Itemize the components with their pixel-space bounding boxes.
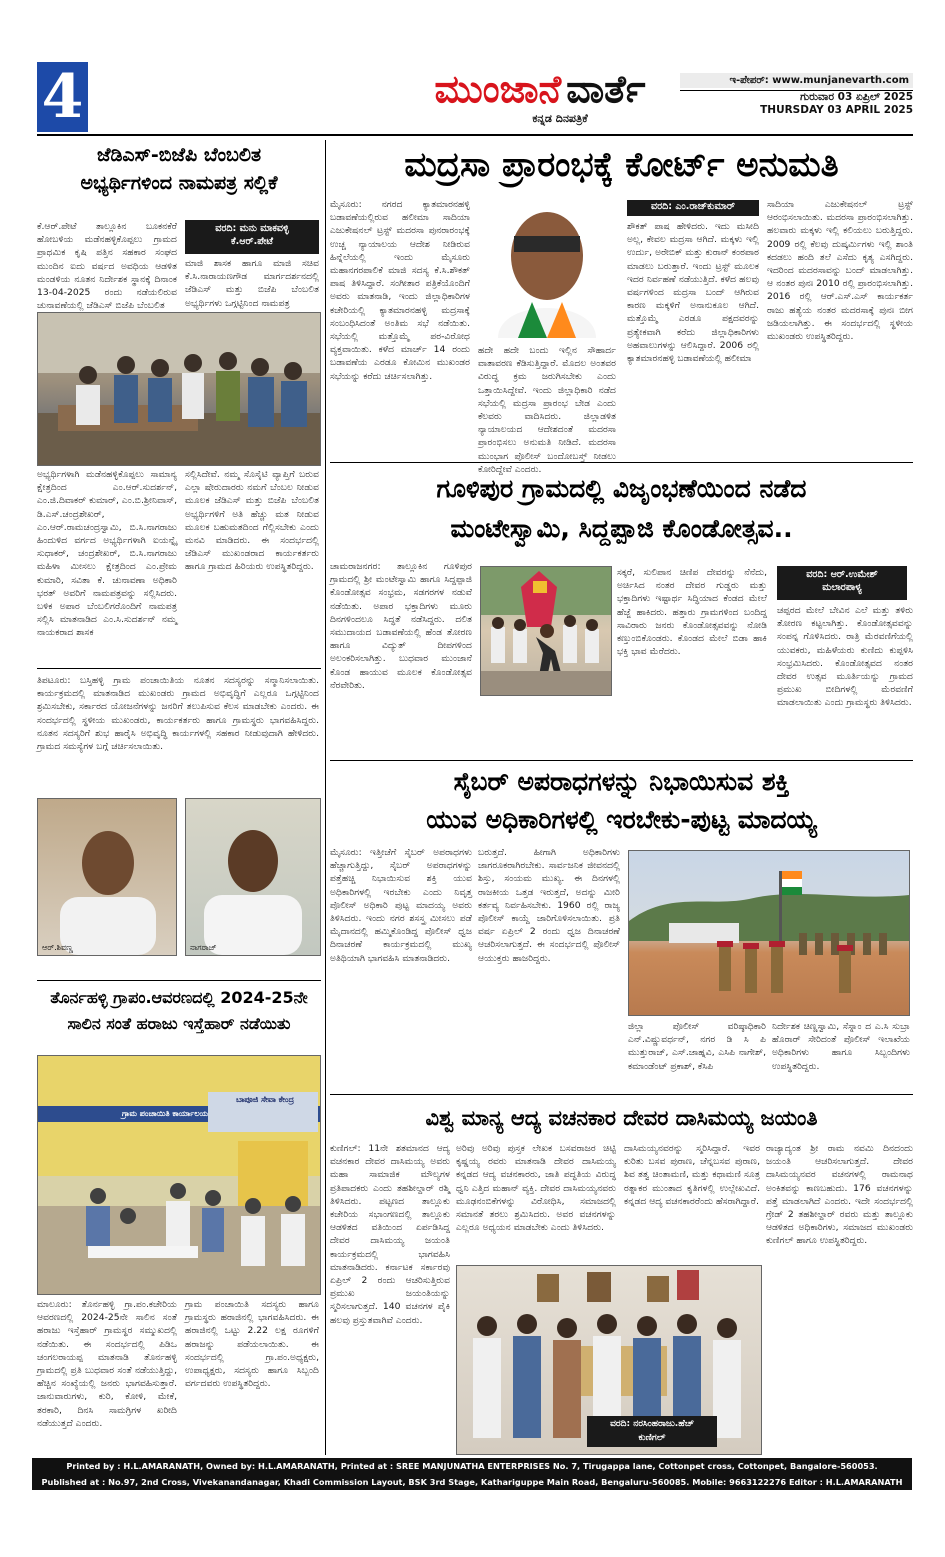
article7-byline-line2: ಕುಣಿಗಲ್	[638, 1433, 666, 1443]
column-divider	[325, 140, 326, 1455]
group-people-photo	[38, 313, 320, 465]
portrait-right	[186, 799, 320, 955]
article4-col3: ಶೌಕತ್ ಪಾಷ ಹೇಳಿದರು. ಇದು ಮಸೀದಿ ಅಲ್ಲ, ಕೇವಲ ಮದ್ರಸಾ ಆಗಿದೆ. ಮಕ್ಕಳು ಇಲ್ಲಿ ಉರ್ದು, ಅರೇಬಿಕ್ ಮತ್ತು ಕುರಾನ್ ಕಂಠಪಾಠ ಮಾಡಲು ಬರುತ್ತಾರೆ. ಇಂದು ಟ್ರಸ್ಟ್ ಮೂಲಕ ಇದರ ನಿರ್ವಹಣೆ ನಡೆಯುತ್ತಿದೆ. ಕಳೆದ ಹಲವು ವರ್ಷಗಳಿಂದ ಮದ್ರಸಾ ಬಂದ್ ಆಗಿರುವ ಕಾರಣ ಮಕ್ಕಳಿಗೆ ಅನಾನುಕೂಲ ಆಗಿದೆ. ಮತ್ತೊಮ್ಮೆ ಎರಡೂ ಪಕ್ಷದವರನ್ನು ಪ್ರತ್ಯೇಕವಾಗಿ ಕರೆದು ಜಿಲ್ಲಾಧಿಕಾರಿಗಳು ಅಹವಾಲುಗಳನ್ನು ಆಲಿಸಿದ್ದಾರೆ. 2006 ರಲ್ಲಿ ಕ್ಯಾತಮಾರನಹಳ್ಳಿ ಬಡಾವಣೆಯಲ್ಲಿ ಹಲೀಮಾ	[627, 221, 759, 365]
article4-col2: ಹದೇ ಹದೇ ಬಂದು ಇಲ್ಲಿನ ಸೌಹಾರ್ದ ವಾತಾವರಣ ಕೆಡಿಸುತ್ತಿದ್ದಾರೆ. ಮೊದಲ ಅಂತವರ ವಿರುದ್ಧ ಕ್ರಮ ಜರುಗಿಸಬೇಕು ಎಂದು ಒತ್ತಾಯಿಸಿದ್ದೇವೆ. ಇಂದು ಜಿಲ್ಲಾಧಿಕಾರಿ ನಡೆದ ಸಭೆಯಲ್ಲಿ ಮದ್ರಸಾ ಪ್ರಾರಂಭ ಬೇಡ ಎಂದು ಕೆಲವರು ವಾದಿಸಿದರು. ಜಿಲ್ಲಾಡಳಿತ ನ್ಯಾಯಾಲಯದ ಆದೇಶದಂತೆ ಮದರಸಾ ಪ್ರಾರಂಭಿಸಲು ಅನುಮತಿ ನೀಡಿದೆ. ಮದರಸಾ ಮುಂಭಾಗ ಪೊಲೀಸ್ ಬಂದೋಬಸ್ತ್ ನೀಡಲು ಕೋರಿದ್ದೇವೆ ಎಂದರು.	[478, 345, 616, 475]
tagline: ಕನ್ನಡ ದಿನಪತ್ರಿಕೆ	[532, 112, 588, 125]
article1-bottom-rule	[37, 668, 321, 669]
page-number: 4	[41, 62, 84, 132]
article2-caption-left: ಆರ್.ಶಿವಣ್ಣ	[42, 943, 73, 952]
article5-byline-line2: ಮಲಾರಪಾಳ್ಯ	[822, 582, 862, 593]
article7-byline	[587, 1416, 717, 1447]
article5-photo	[480, 566, 612, 696]
article5-bottom-rule	[330, 760, 913, 761]
police-parade-photo	[629, 851, 909, 1015]
article3-office-sign2: ಬಾಪೂಜಿ ಸೇವಾ ಕೇಂದ್ರ	[236, 1095, 294, 1104]
article6-headline-line1: ಸೈಬರ್ ಅಪರಾಧಗಳನ್ನು ನಿಭಾಯಿಸುವ ಶಕ್ತಿ	[453, 767, 790, 796]
article4-col4: ಸಾದಿಯಾ ಎಜುಕೇಷನಲ್ ಟ್ರಸ್ಟ್ ಆರಂಭಿಸಲಾಯಿತು. ಮದರಸಾ ಪ್ರಾರಂಭಿಸಲಾಗಿತ್ತು. ಹಲವಾರು ಮಕ್ಕಳು ಇಲ್ಲಿ ಕಲಿಯಲು ಬರುತ್ತಿದ್ದರು. 2009 ರಲ್ಲಿ ಕೆಲವು ದುಷ್ಕರ್ಮಿಗಳು ಇಲ್ಲಿ ಶಾಂತಿ ಕದಡಲು ಹಂದಿ ತಲೆ ಎಸೆದು ಕೃತ್ಯ ಎಸಗಿದ್ದರು. ಇದರಿಂದ ಮದರಸಾವನ್ನು ಬಂದ್ ಮಾಡಲಾಗಿತ್ತು. ಆ ನಂತರ ಪುನಃ 2010 ರಲ್ಲಿ ಪ್ರಾರಂಭಿಸಲಾಗಿತ್ತು. 2016 ರಲ್ಲಿ ಆರ್.ಎಸ್.ಎಸ್ ಕಾರ್ಯಕರ್ತ ರಾಜು ಹತ್ಯೆಯ ನಂತರ ಮದರಸಾಕ್ಕೆ ಪುನಃ ಬೀಗ ಜಡಿಯಲಾಗಿತ್ತು. ಈ ಸಂದರ್ಭದಲ್ಲಿ ಸ್ಥಳೀಯ ಮುಖಂಡರು ಉಪಸ್ಥಿತರಿದ್ದರು.	[767, 199, 913, 343]
article4-photo	[478, 198, 616, 338]
article4-col1: ಮೈಸೂರು: ನಗರದ ಕ್ಯಾತಮಾರನಹಳ್ಳಿ ಬಡಾವಣೆಯಲ್ಲಿರುವ ಹಲೀಮಾ ಸಾದಿಯಾ ಎಜುಕೇಷನಲ್ ಟ್ರಸ್ಟ್ ಮದರಸಾ ಪುನರಾರಂಭಕ್ಕೆ ಉಚ್ಚ ನ್ಯಾಯಾಲಯ ಆದೇಶ ನೀಡಿರುವ ಹಿನ್ನೆಲೆಯಲ್ಲಿ ಇಂದು ಮೈಸೂರು ಮಹಾನಗರಪಾಲಿಕೆ ಮಾಜಿ ಸದಸ್ಯ ಕೆ.ಸಿ.ಶೌಕತ್ ಪಾಷ ತಿಳಿಸಿದ್ದಾರೆ. ಸಂಗೀತಾರ ಪತ್ರಿಕೆಯೊಂದಿಗೆ ಅವರು ಮಾತನಾಡಿ, ಇಂದು ಜಿಲ್ಲಾಧಿಕಾರಿಗಳ ಕಚೇರಿಯಲ್ಲಿ ಕ್ಯಾತಮಾರನಹಳ್ಳಿ ಮದ್ರಸಾಕ್ಕೆ ಸಂಬಂಧಿಸಿದಂತೆ ಅಂತಿಮ ಸಭೆ ನಡೆಯಿತು. ಸಭೆಯಲ್ಲಿ ಮತ್ತೊಮ್ಮೆ ಪರ-ವಿರೋಧ ವ್ಯಕ್ತವಾಯಿತು. ಕಳೆದ ಮಾರ್ಚ್ 14 ರಂದು ಬಡಾವಣೆಯ ಎರಡೂ ಕೋಮಿನ ಮುಖಂಡರ ಸಭೆಯನ್ನು ಕರೆದು ಚರ್ಚಿಸಲಾಗಿತ್ತು.	[330, 199, 470, 382]
logo-part2: ವಾರ್ತೆ	[566, 67, 646, 111]
article3-photo	[37, 1055, 321, 1295]
article5-col2: ಸಕ್ಕರೆ, ಸುಲಿಪಾನ ಚಿಣಿಪ ದೇವರನ್ನು ನೆನೆದು, ಅರ್ಚಿಸಿದ ನಂತರ ದೇವರ ಗುಡ್ಡರು ಮತ್ತು ಭಕ್ತಾದಿಗಳು ಇಷ್ಟಾರ್ಥ ಸಿದ್ಧಿಯಾದ ಕೆಂಡದ ಮೇಲೆ ಹೆಜ್ಜೆ ಹಾಕಿದರು. ಹತ್ತಾರು ಗ್ರಾಮಗಳಿಂದ ಬಂದಿದ್ದ ಸಾವಿರಾರು ಜನರು ಕೊಂಡೋತ್ಸವವನ್ನು ನೋಡಿ ಕಣ್ತುಂಬಿಕೊಂಡರು. ಕೊಂಡದ ಮೇಲೆ ಬಿಡಾ ಹಾಕಿ ಭಕ್ತಿ ಭಾವ ಮೆರೆದರು.	[617, 567, 767, 658]
article7-headline: ವಿಶ್ವ ಮಾನ್ಯ ಆದ್ಯ ವಚನಕಾರ ದೇವರ ದಾಸಿಮಯ್ಯ ಜಯಂತಿ	[425, 1106, 818, 1130]
article5-byline-line1: ವರದಿ: ಆರ್.ಉಮೇಶ್	[806, 569, 878, 580]
festival-procession-photo	[481, 567, 611, 695]
article2-caption-right: ನಾಗರಾಜ್	[190, 943, 217, 952]
article3-headline-line2: ಸಾಲಿನ ಸಂತೆ ಹರಾಜು ಇಸ್ತೆಹಾರ್ ನಡೆಯಿತು	[67, 1014, 291, 1033]
portrait-left	[38, 799, 176, 955]
article5-headline-line1: ಗೂಳಿಪುರ ಗ್ರಾಮದಲ್ಲಿ ವಿಜೃಂಭಣೆಯಿಂದ ನಡೆದ	[436, 474, 807, 503]
article1-lead-text: ಕೆ.ಆರ್.ಪೇಟೆ ತಾಲ್ಲೂಕಿನ ಬೂಕನಕೆರೆ ಹೋಬಳಿಯ ಮಡೆನಹಳ್ಳಿಕೊಪ್ಪಲು ಗ್ರಾಮದ ಪ್ರಾಥಮಿಕ ಕೃಷಿ ಪತ್ತಿನ ಸಹಕಾರ ಸಂಘದ ಮುಂದಿನ ಐದು ವರ್ಷದ ಅವಧಿಯ ಆಡಳಿತ ಮಂಡಳಿಯ ನೂತನ ನಿರ್ದೇಶಕ ಸ್ಥಾನಕ್ಕೆ ದಿನಾಂಕ 13-04-2025 ರಂದು ನಡೆಯಲಿರುವ ಚುನಾವಣೆಯಲ್ಲಿ ಜೆಡಿಎಸ್ ಬಿಜೆಪಿ ಬೆಂಬಲಿತ	[37, 221, 177, 312]
article7-col4: ರಾಜ್ಯಾದ್ಯಂತ ಶ್ರೀ ರಾಮ ನವಮಿ ದಿನದಂದು ಜಯಂತಿ ಆಚರಿಸಲಾಗುತ್ತದೆ. ದೇವರ ದಾಸಿಮಯ್ಯನವರ ವಚನಗಳಲ್ಲಿ ರಾಮನಾಥ ಅಂಕಿತವನ್ನು ಕಾಣಬಹುದು. 176 ವಚನಗಳನ್ನು ಪತ್ತೆ ಮಾಡಲಾಗಿದೆ ಎಂದರು. ಇದೇ ಸಂದರ್ಭದಲ್ಲಿ ಗ್ರೇಡ್ 2 ತಹಶೀಲ್ದಾರ್ ರವರು ಮತ್ತು ತಾಲ್ಲೂಕು ಆಡಳಿತದ ಅಧಿಕಾರಿಗಳು, ಸಮಾಜದ ಮುಖಂಡರು ಕುಣಿಗಲ್ ಹಾಗೂ ಉಪಸ್ಥಿತರಿದ್ದರು.	[766, 1143, 913, 1247]
article1-headline-line1: ಜೆಡಿಎಸ್-ಬಿಜೆಪಿ ಬೆಂಬಲಿತ	[96, 144, 262, 166]
article3-office-sign: ಗ್ರಾಮ ಪಂಚಾಯಿತಿ ಕಾರ್ಯಾಲಯ	[121, 1109, 209, 1118]
logo-part1: ಮುಂಜಾನೆ	[434, 67, 562, 111]
article7-col3: ದಾಸಿಮಯ್ಯನವರನ್ನು ಸ್ಮರಿಸಿದ್ದಾರೆ. ಇವರ ಕುರಿತು ಬಸವ ಪುರಾಣ, ಚೆನ್ನಬಸವ ಪುರಾಣ, ಶಿವ ತತ್ವ ಚಿಂತಾಮಣಿ, ಮತ್ತು ಕಥಾಮಣಿ ಸೂತ್ರ ರತ್ನಾಕರ ಮುಂತಾದ ಕೃತಿಗಳಲ್ಲಿ ಉಲ್ಲೇಖವಿದೆ. ಕನ್ನಡದ ಆದ್ಯ ವಚನಕಾರರೆಂದು ಹೆಸರಾಗಿದ್ದಾರೆ.	[624, 1143, 760, 1207]
article5-byline	[777, 566, 907, 600]
article3-body-left: ಮಾಲೂರು: ತೊರ್ನಹಳ್ಳಿ ಗ್ರಾ.ಪಂ.ಕಚೇರಿಯ ಆವರಣದಲ್ಲಿ 2024-25ನೇ ಸಾಲಿನ ಸಂತೆ ಹರಾಜು ಇಸ್ತೆಹಾರ್ ಗ್ರಾಮಸ್ಥರ ಸಮ್ಮುಖದಲ್ಲಿ ನಡೆಯಿತು. ಈ ಸಂದರ್ಭದಲ್ಲಿ ಪಿಡಿಒ ಚಂಗಲರಾಯಪ್ಪ ಮಾತನಾಡಿ ತೊರ್ನಹಳ್ಳಿ ಗ್ರಾಮದಲ್ಲಿ ಪ್ರತಿ ಬುಧವಾರ ಸಂತೆ ನಡೆಯುತ್ತಿದ್ದು, ಹೆಚ್ಚಿನ ಸಂಖ್ಯೆಯಲ್ಲಿ ಜನರು ಭಾಗವಹಿಸುತ್ತಾರೆ. ಜಾನುವಾರುಗಳು, ಕುರಿ, ಕೋಳಿ, ಮೇಕೆ, ತರಕಾರಿ, ದಿನಸಿ ಸಾಮಗ್ರಿಗಳ ಖರೀದಿ ನಡೆಯುತ್ತದೆ ಎಂದರು.	[37, 1299, 177, 1429]
article4-headline: ಮದ್ರಸಾ ಪ್ರಾರಂಭಕ್ಕೆ ಕೋರ್ಟ್ ಅನುಮತಿ	[404, 145, 839, 185]
article5-col3: ಚಪ್ಪರದ ಮೇಲೆ ಬೇವಿನ ಎಲೆ ಮತ್ತು ತಳಿರು ತೋರಣ ಕಟ್ಟಲಾಗಿತ್ತು. ಕೊಂಡೋತ್ಸವವನ್ನು ಸಂಪನ್ನ ಗೊಳಿಸಿದರು. ರಾತ್ರಿ ಮೆರವಣಿಗೆಯಲ್ಲಿ ಯುವಕರು, ಮಹಿಳೆಯರು ಕುಣಿದು ಕುಪ್ಪಳಿಸಿ ಸಂಭ್ರಮಿಸಿದರು. ಕೊಂಡೋತ್ಸವದ ನಂತರ ದೇವರ ಉತ್ಸವ ಮೂರ್ತಿಯನ್ನು ಗ್ರಾಮದ ಪ್ರಮುಖ ಬೀದಿಗಳಲ್ಲಿ ಮೆರವಣಿಗೆ ಮಾಡಲಾಯಿತು ಎಂದು ಗ್ರಾಮಸ್ಥರು ತಿಳಿಸಿದರು.	[777, 605, 913, 709]
article6-col4: ನಿರ್ದೇಶಕ ಚಿಣ್ಣಸ್ವಾಮಿ, ಸೆಸ್ನಾಂ ದ ಎ.ಸಿ ಸುಬ್ರಾ ಹೊರಾರ್ ಸೇರಿದಂತೆ ಪೊಲೀಸ್ ಇಲಾಖೆಯ ಅಧಿಕಾರಿಗಳು ಹಾಗೂ ಸಿಬ್ಬಂದಿಗಳು ಉಪಸ್ಥಿತರಿದ್ದರು.	[772, 1021, 910, 1072]
article3-body-right: ಗ್ರಾಮ ಪಂಚಾಯಿತಿ ಸದಸ್ಯರು ಹಾಗೂ ಗ್ರಾಮಸ್ಥರು ಹರಾಜಿನಲ್ಲಿ ಭಾಗವಹಿಸಿದರು. ಈ ಹರಾಜಿನಲ್ಲಿ ಒಟ್ಟು 2.22 ಲಕ್ಷ ರೂಗಳಿಗೆ ಹರಾಜನ್ನು ಪಡೆಯಲಾಯಿತು. ಈ ಸಂದರ್ಭದಲ್ಲಿ ಗ್ರಾ.ಪಂ.ಅಧ್ಯಕ್ಷರು, ಉಪಾಧ್ಯಕ್ಷರು, ಸದಸ್ಯರು ಹಾಗೂ ಸಿಬ್ಬಂದಿ ವರ್ಗದವರು ಉಪಸ್ಥಿತರಿದ್ದರು.	[185, 1299, 319, 1390]
article1-photo	[37, 312, 321, 466]
date-kannada: ಗುರುವಾರ 03 ಏಪ್ರಿಲ್ 2025	[800, 91, 913, 103]
article1-body-right: ಸಲ್ಲಿಸಿದೇವೆ. ನಮ್ಮ ಸೊಸೈಟಿ ವ್ಯಾಪ್ತಿಗೆ ಬರುವ ಎಲ್ಲಾ ಷೇರುದಾರರು ನಮಗೆ ಬೆಂಬಲ ನೀಡುವ ಮೂಲಕ ಜೆಡಿಎಸ್ ಮತ್ತು ಬಿಜೆಪಿ ಬೆಂಬಲಿತ ಅಭ್ಯರ್ಥಿಗಳಿಗೆ ಅತಿ ಹೆಚ್ಚು ಮತ ನೀಡುವ ಮೂಲಕ ಬಹುಮತದಿಂದ ಗೆಲ್ಲಿಸಬೇಕು ಎಂದು ಮನವಿ ಮಾಡಿದರು. ಈ ಸಂದರ್ಭದಲ್ಲಿ ಜೆಡಿಎಸ್ ಮುಖಂಡರಾದ ಕಾರ್ಯಕರ್ತರು ಹಾಗೂ ಗ್ರಾಮದ ಹಿರಿಯರು ಉಪಸ್ಥಿತರಿದ್ದರು.	[185, 469, 319, 573]
article3-headline-line1: ತೊರ್ನಹಳ್ಳಿ ಗ್ರಾಪಂ.ಆವರಣದಲ್ಲಿ 2024-25ನೇ	[50, 988, 308, 1007]
article4-byline: ವರದಿ: ಎಂ.ರಾಜ್‌ಕುಮಾರ್	[627, 200, 759, 216]
masthead-bottom-rule	[37, 134, 913, 136]
article6-photo	[628, 850, 910, 1016]
article6-col2: ಬರುತ್ತದೆ. ಹೀಗಾಗಿ ಅಧಿಕಾರಿಗಳು ಜಾಗರೂಕರಾಗಿರಬೇಕು. ಸಾರ್ವಜನಿಕ ಜೀವನದಲ್ಲಿ ಶಿಸ್ತು, ಸಂಯಮ ಮುಖ್ಯ. ಈ ದಿನಗಳಲ್ಲಿ ರಾಜಕೀಯ ಒತ್ತಡ ಇರುತ್ತದೆ, ಅದನ್ನು ಮೀರಿ ಕರ್ತವ್ಯ ನಿರ್ವಹಿಸಬೇಕು. 1960 ರಲ್ಲಿ ರಾಜ್ಯ ಪೊಲೀಸ್ ಕಾಯ್ದೆ ಜಾರಿಗೊಳಿಸಲಾಯಿತು. ಪ್ರತಿ ವರ್ಷ ಏಪ್ರಿಲ್ 2 ರಂದು ಧ್ವಜ ದಿನಾಚರಣೆ ಆಚರಿಸಲಾಗುತ್ತದೆ. ಈ ಸಂದರ್ಭದಲ್ಲಿ ಪೊಲೀಸ್ ಆಯುಕ್ತರು ಹಾಜರಿದ್ದರು.	[478, 847, 620, 964]
article6-col1: ಮೈಸೂರು: ಇತ್ತೀಚೆಗೆ ಸೈಬರ್ ಅಪರಾಧಗಳು ಹೆಚ್ಚಾಗುತ್ತಿದ್ದು, ಸೈಬರ್ ಅಪರಾಧಗಳನ್ನು ಪತ್ತೆಹಚ್ಚಿ ನಿಭಾಯಿಸುವ ಶಕ್ತಿ ಯುವ ಅಧಿಕಾರಿಗಳಲ್ಲಿ ಇರಬೇಕು ಎಂದು ನಿವೃತ್ತ ಪೊಲೀಸ್ ಅಧಿಕಾರಿ ಪುಟ್ಟ ಮಾದಯ್ಯ ಅವರು ತಿಳಿಸಿದರು. ಇಂದು ನಗರ ಶಸಸ್ತ್ರ ಮೀಸಲು ಪಡೆ ಮೈದಾನದಲ್ಲಿ ಹಮ್ಮಿಕೊಂಡಿದ್ದ ಪೊಲೀಸ್ ಧ್ವಜ ದಿನಾಚರಣೆ ಕಾರ್ಯಕ್ರಮದಲ್ಲಿ ಮುಖ್ಯ ಅತಿಥಿಯಾಗಿ ಭಾಗವಹಿಸಿ ಮಾತನಾಡಿದರು.	[330, 847, 472, 964]
article7-byline-line1: ವರದಿ: ನರಸಿಂಹರಾಜು.ಹೆಚ್	[610, 1419, 694, 1429]
article5-headline-line2: ಮಂಟೇಸ್ವಾಮಿ, ಸಿದ್ದಪ್ಪಾಜಿ ಕೊಂಡೋತ್ಸವ..	[450, 514, 793, 543]
article2-bottom-rule	[37, 980, 321, 981]
article1-byline	[185, 220, 319, 254]
article2-body: ತಿಪಟೂರು: ಬಸ್ತಿಹಳ್ಳಿ ಗ್ರಾಮ ಪಂಚಾಯಿತಿಯ ನೂತನ ಸದಸ್ಯರನ್ನು ಸನ್ಮಾನಿಸಲಾಯಿತು. ಕಾರ್ಯಕ್ರಮದಲ್ಲಿ ಮಾತನಾಡಿದ ಮುಖಂಡರು ಗ್ರಾಮದ ಅಭಿವೃದ್ಧಿಗೆ ಎಲ್ಲರೂ ಒಗ್ಗಟ್ಟಿನಿಂದ ಶ್ರಮಿಸಬೇಕು, ಸರ್ಕಾರದ ಯೋಜನೆಗಳನ್ನು ಜನರಿಗೆ ತಲುಪಿಸುವ ಕೆಲಸ ಮಾಡಬೇಕು ಎಂದರು. ಈ ಸಂದರ್ಭದಲ್ಲಿ ಸ್ಥಳೀಯ ಮುಖಂಡರು, ಕಾರ್ಯಕರ್ತರು ಹಾಗೂ ಗ್ರಾಮಸ್ಥರು ಭಾಗವಹಿಸಿದ್ದರು. ನೂತನ ಸದಸ್ಯರಿಗೆ ಶುಭ ಹಾರೈಸಿ ಅಭಿವೃದ್ಧಿ ಕಾರ್ಯಗಳಲ್ಲಿ ಸಹಕಾರ ನೀಡುವುದಾಗಿ ಹೇಳಿದರು. ಗ್ರಾಮದ ಸಮಸ್ಯೆಗಳ ಬಗ್ಗೆ ಚರ್ಚಿಸಲಾಯಿತು.	[37, 675, 319, 753]
newspaper-logo	[395, 66, 685, 112]
date-english: THURSDAY 03 APRIL 2025	[760, 104, 913, 116]
article7-photo	[456, 1265, 762, 1455]
article1-body-left: ಅಭ್ಯರ್ಥಿಗಳಾಗಿ ಮಡೆನಹಳ್ಳಿಕೊಪ್ಪಲು ಸಾಮಾನ್ಯ ಕ್ಷೇತ್ರದಿಂದ ಎಂ.ಆರ್.ಸುದರ್ಶನ್, ಎಂ.ಜಿ.ದಿವಾಕರ್ ಕುಮಾರ್, ಎಂ.ಬಿ.ಶ್ರೀನಿವಾಸ್, ಡಿ.ಎಸ್.ಚಂದ್ರಶೇಖರ್, ಎಂ.ಆರ್.ರಾಮಚಂದ್ರಸ್ವಾಮಿ, ಬಿ.ಸಿ.ನಾಗರಾಜು ಹಿಂದುಳಿದ ವರ್ಗದ ಅಭ್ಯರ್ಥಿಗಳಾಗಿ ಐಯನ್ನೈ ಸುಧಾಕರ್, ಚಂದ್ರಶೇಖರ್, ಬಿ.ಸಿ.ನಾಗರಾಜು ಮಹಿಳಾ ಮೀಸಲು ಕ್ಷೇತ್ರದಿಂದ ಎಂ.ಪ್ರೇಮ ಕುಮಾರಿ, ಸವಿತಾ ಕೆ. ಚುನಾವಣಾ ಅಧಿಕಾರಿ ಭರತ್ ಅವರಿಗೆ ನಾಮಪತ್ರವನ್ನು ಸಲ್ಲಿಸಿದರು. ಬಳಿಕ ಅಪಾರ ಬೆಂಬಲಿಗರೊಂದಿಗೆ ನಾಮಪತ್ರ ಸಲ್ಲಿಸಿ ಮಾತನಾಡಿದ ಎಂ.ಸಿ.ಸುದರ್ಶನ್ ನಮ್ಮ ನಾಯಕರಾದ ಶಾಸಕ	[37, 469, 177, 639]
politician-portrait	[478, 198, 616, 338]
footer-line2: Published at : No.97, 2nd Cross, Vivekanandanagar, Khadi Commission Layout, BSK 3rd Stage, Kathariguppe Main Road, Bengaluru-560085. Mobile: 9663122276 Editor : H.L.AMARANATH	[41, 1477, 903, 1487]
article2-photo-left	[37, 798, 177, 956]
article4-bottom-rule	[330, 462, 913, 463]
article1-byline-line1: ವರದಿ: ಮನು ಮಾಕವಳ್ಳಿ	[215, 223, 289, 234]
panchayat-office-photo	[38, 1056, 320, 1294]
article2-photo-right	[185, 798, 321, 956]
article1-lead-text2: ಮಾಜಿ ಶಾಸಕ ಹಾಗೂ ಮಾಜಿ ಸಚಿವ ಕೆ.ಸಿ.ನಾರಾಯಣಗೌಡ ಮಾರ್ಗದರ್ಶನದಲ್ಲಿ ಜೆಡಿಎಸ್ ಮತ್ತು ಬಿಜೆಪಿ ಬೆಂಬಲಿತ ಅಭ್ಯರ್ಥಿಗಳು ಒಗ್ಗಟ್ಟಿನಿಂದ ನಾಮಪತ್ರ	[185, 258, 319, 309]
article7-col1: ಕುಣಿಗಲ್: 11ನೇ ಶತಮಾನದ ಆದ್ಯ ವಚನಕಾರ ದೇವರ ದಾಸಿಮಯ್ಯ ಅವರು ಮಹಾ ಸಾಮಾಜಿಕ ಮೌಲ್ಯಗಳ ಪ್ರತಿಪಾದಕರು ಎಂದು ತಹಶೀಲ್ದಾರ್ ರಶ್ಮಿ ತಿಳಿಸಿದರು. ಪಟ್ಟಣದ ತಾಲ್ಲೂಕು ಕಚೇರಿಯ ಸಭಾಂಗಣದಲ್ಲಿ ತಾಲ್ಲೂಕು ಆಡಳಿತದ ವತಿಯಿಂದ ಏರ್ಪಡಿಸಿದ್ದ ದೇವರ ದಾಸಿಮಯ್ಯ ಜಯಂತಿ ಕಾರ್ಯಕ್ರಮದಲ್ಲಿ ಭಾಗವಹಿಸಿ ಮಾತನಾಡಿದರು. ಕರ್ನಾಟಕ ಸರ್ಕಾರವು ಏಪ್ರಿಲ್ 2 ರಂದು ಆಚರಿಸುತ್ತಿರುವ ಪ್ರಮುಖ ಜಯಂತಿಯನ್ನು ಸ್ಮರಿಸಲಾಗುತ್ತದೆ. 140 ವಚನಗಳ ಪೈಕಿ ಹಲವು ಪ್ರಸ್ತುತವಾಗಿವೆ ಎಂದರು.	[330, 1143, 450, 1326]
article5-col1: ಚಾಮರಾಜನಗರ: ತಾಲ್ಲೂಕಿನ ಗೂಳಿಪುರ ಗ್ರಾಮದಲ್ಲಿ ಶ್ರೀ ಮಂಟೇಸ್ವಾಮಿ ಹಾಗೂ ಸಿದ್ದಪ್ಪಾಜಿ ಕೊಂಡೋತ್ಸವ ಸಂಭ್ರಮ, ಸಡಗರಗಳ ನಡುವೆ ನಡೆಯಿತು. ಅಪಾರ ಭಕ್ತಾದಿಗಳು ಮೂರು ದಿನಗಳಿಂದಲೂ ಸಿದ್ಧತೆ ನಡೆಸಿದ್ದರು. ದಲಿತ ಸಮುದಾಯದ ಬಡಾವಣೆಯಲ್ಲಿ ಹೆಂಡ ತೋರಣ ಹಾಗೂ ವಿದ್ಯುತ್ ದೀಪಗಳಿಂದ ಅಲಂಕರಿಸಲಾಗಿತ್ತು. ಬುಧವಾರ ಮುಂಜಾನೆ ಕೊಂಡ ಹಾಯುವ ಮೂಲಕ ಕೊಂಡೋತ್ಸವ ನೆರವೇರಿತು.	[330, 561, 472, 691]
epaper-url: ಇ-ಪೇಪರ್: www.munjanevarth.com	[680, 73, 913, 88]
article6-headline-line2: ಯುವ ಅಧಿಕಾರಿಗಳಲ್ಲಿ ಇರಬೇಕು-ಪುಟ್ಟ ಮಾದಯ್ಯ	[426, 805, 817, 834]
footer-line1: Printed by : H.L.AMARANATH, Owned by: H.L.AMARANATH, Printed at : SREE MANJUNATHA ENTERPRISES No. 7, Tirugappa lane, Cottonpet cross, Cottonpet, Bangalore-560053.	[66, 1461, 878, 1471]
footer-bar	[32, 1458, 912, 1490]
article6-bottom-rule	[330, 1094, 913, 1095]
article6-col3: ಜಿಲ್ಲಾ ಪೊಲೀಸ್ ವರಿಷ್ಠಾಧಿಕಾರಿ ಎನ್.ವಿಷ್ಣುವರ್ಧನ್, ನಗರ ಡಿ ಸಿ ಪಿ ಮುತ್ತುರಾಜ್, ಎಸ್.ಜಾಹ್ನವಿ, ಎಸಿಪಿ ನಾಗೇಶ್, ಕಮಾಂಡೆಂಟ್ ಪ್ರಕಾಶ್, ಕೆಸಿಪಿ	[628, 1021, 766, 1072]
article1-headline-line2: ಅಭ್ಯರ್ಥಿಗಳಿಂದ ನಾಮಪತ್ರ ಸಲ್ಲಿಕೆ	[80, 172, 278, 194]
article1-byline-line2: ಕೆ.ಆರ್.ಪೇಟೆ	[230, 236, 274, 247]
page-number-box	[37, 62, 88, 132]
article7-col2: ಅರಿವು ಅರಿವು ಪುಸ್ತಕ ಲೇಖಕ ಬಸವರಾಜರ ಚಿಟ್ಟಿ ಕೃಷ್ಣಯ್ಯ ರವರು ಮಾತನಾಡಿ ದೇವರ ದಾಸಿಮಯ್ಯ ಕನ್ನಡದ ಆದ್ಯ ವಚನಕಾರರು, ಜಾತಿ ಪದ್ಧತಿಯ ವಿರುದ್ಧ ಧ್ವನಿ ಎತ್ತಿದ ಮಹಾನ್ ವ್ಯಕ್ತಿ. ದೇವರ ದಾಸಿಮಯ್ಯನವರು ಮೂಢನಂಬಿಕೆಗಳನ್ನು ವಿರೋಧಿಸಿ, ಸಮಾಜದಲ್ಲಿ ಸಮಾನತೆ ತರಲು ಶ್ರಮಿಸಿದರು. ಅವರ ವಚನಗಳನ್ನು ಎಲ್ಲರೂ ಅಧ್ಯಯನ ಮಾಡಬೇಕು ಎಂದು ತಿಳಿಸಿದರು.	[456, 1143, 616, 1234]
